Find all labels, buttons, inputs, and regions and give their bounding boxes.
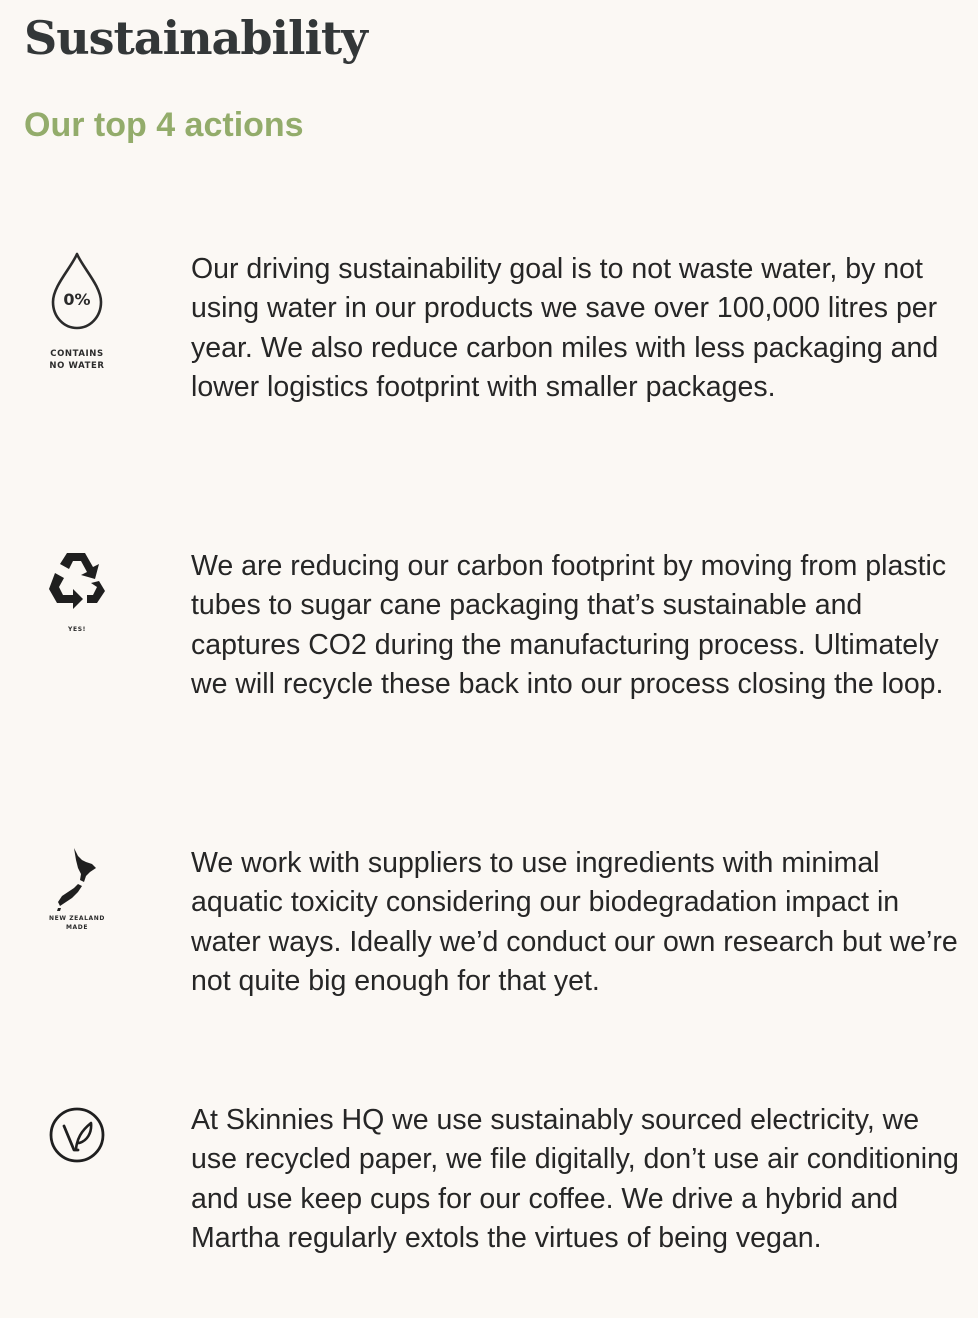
action-icon-block (30, 250, 124, 372)
water-drop-icon (30, 250, 124, 332)
icon-caption: CONTAINS (50, 349, 104, 359)
page-title: Sustainability (24, 11, 367, 65)
action-text: We are reducing our carbon footprint by moving from plastic tubes to sugar cane packaging that’s sustainable and captures CO2 during the manufacturing process. Ultimately we will recycle these back into our process closing the loop. (191, 550, 947, 701)
icon-caption: NEW ZEALAND (49, 915, 105, 922)
icon-caption: MADE (65, 924, 89, 931)
action-text: Our driving sustainability goal is to not waste water, by not using water in our products we save over 100,000 litres per year. We also reduce carbon miles with less packaging and lower logistics footprint with smaller packages. (191, 253, 939, 404)
icon-caption: NO WATER (49, 361, 105, 371)
page-subtitle: Our top 4 actions (24, 106, 304, 144)
action-icon-block (30, 846, 124, 932)
vegan-leaf-icon (30, 1105, 124, 1165)
action-text: At Skinnies HQ we use sustainably sourced electricity, we use recycled paper, we file digitally, don’t use air conditioning and use keep cups for our coffee. We drive a hybrid and Martha regularly extols the virtues of being vegan. (191, 1104, 959, 1255)
recycle-icon (30, 547, 124, 611)
action-icon-block (30, 1105, 124, 1165)
water-drop-icon-label: 0% (63, 290, 91, 309)
action-text: We work with suppliers to use ingredients with minimal aquatic toxicity considering our biodegradation impact in water ways. Ideally we’d conduct our own research but we’re not quite big enough for that yet. (191, 847, 958, 998)
new-zealand-map-icon (30, 846, 124, 912)
action-icon-block (30, 547, 124, 634)
icon-caption: YES! (68, 626, 86, 633)
